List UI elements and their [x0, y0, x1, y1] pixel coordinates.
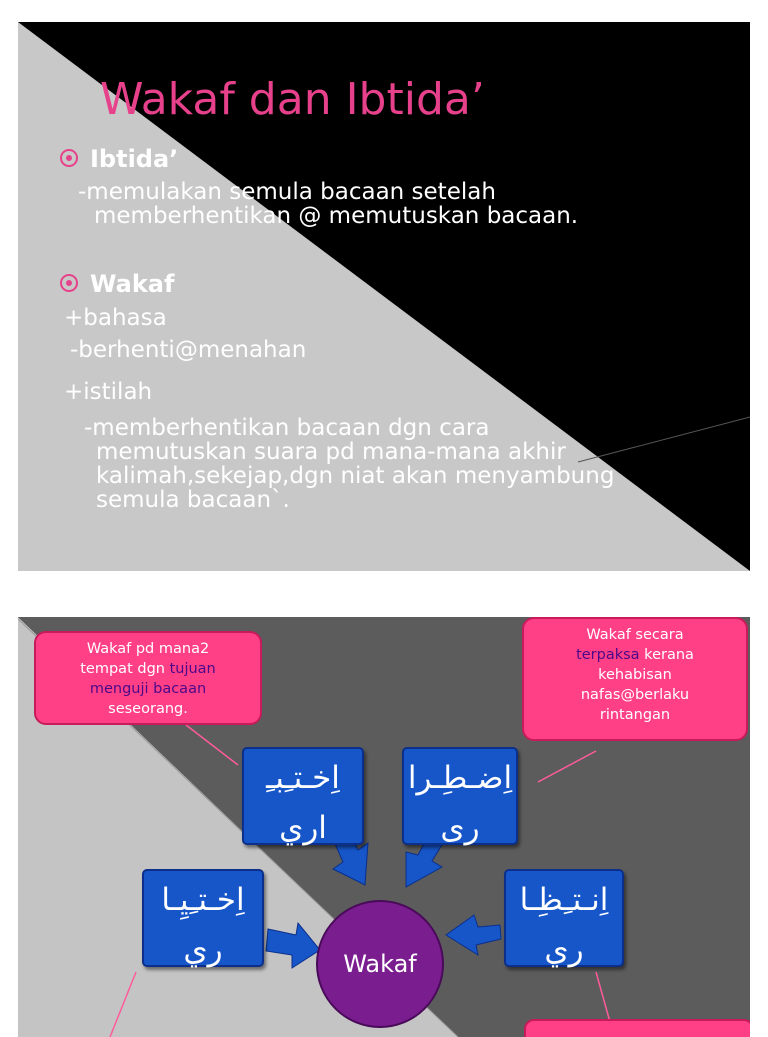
- box-idhtirari-line1: اِضـطِـرا: [407, 760, 513, 796]
- callout-left-highlight: tujuan: [169, 661, 216, 677]
- box-ikhtibari-line2: اري: [279, 810, 327, 846]
- callout-right-line1: Wakaf secara: [586, 627, 684, 643]
- ibtida-definition-line2: memberhentikan @ memutuskan bacaan.: [94, 203, 579, 229]
- slide1-title: Wakaf dan Ibtida’: [100, 74, 485, 125]
- box-intizari-line2: ري: [544, 932, 584, 968]
- wakaf-istilah-line1: -memberhentikan bacaan dgn cara: [84, 415, 490, 441]
- ibtida-definition-line1: -memulakan semula bacaan setelah: [78, 179, 496, 205]
- box-ikhtiyari-line1: اِخـتـِيِـا: [161, 882, 245, 918]
- wakaf-bahasa-definition: -berhenti@menahan: [70, 337, 307, 363]
- wakaf-istilah-line2: memutuskan suara pd mana-mana akhir: [96, 439, 566, 465]
- callout-left-line4: seseorang.: [108, 701, 188, 717]
- box-intizari-line1: اِنـتـِظِـا: [519, 882, 609, 918]
- box-intizari: [504, 869, 624, 967]
- box-ikhtibari-line1: اِخـتـِبـِ: [266, 760, 340, 796]
- callout-intizari-partial: [524, 1019, 750, 1037]
- callout-right-line2: [524, 645, 746, 665]
- bullet-wakaf-label: Wakaf: [90, 270, 175, 298]
- wakaf-istilah-line4: semula bacaan`.: [96, 487, 290, 513]
- callout-left-line2-text: tempat dgn: [80, 661, 170, 677]
- slide-ibtida-wakaf: [18, 22, 750, 571]
- box-idhtirari: [402, 747, 518, 845]
- bullet-ibtida-label: Ibtida’: [90, 145, 179, 173]
- callout-wakaf-ikhtibari: [34, 631, 262, 725]
- box-idhtirari-line2: ری: [440, 810, 480, 846]
- bullet-wakaf: [60, 270, 174, 298]
- box-ikhtiyari: [142, 869, 264, 967]
- bullet-circle-icon: [60, 149, 78, 167]
- callout-left-line3: menguji bacaan: [89, 681, 207, 697]
- callout-right-line5: rintangan: [599, 707, 671, 723]
- callout-left-line2: [36, 659, 260, 679]
- box-ikhtiyari-line2: ري: [183, 932, 223, 968]
- callout-right-line4: nafas@berlaku: [580, 687, 690, 703]
- callout-right-highlight: terpaksa: [576, 647, 640, 663]
- slide-jenis-wakaf: [18, 617, 750, 1037]
- center-circle-wakaf: Wakaf: [316, 900, 444, 1028]
- box-ikhtibari: [242, 747, 364, 845]
- wakaf-bahasa-label: +bahasa: [64, 305, 167, 331]
- callout-wakaf-idhtirari: [522, 617, 748, 741]
- callout-left-line1: Wakaf pd mana2: [86, 641, 210, 657]
- wakaf-istilah-line3: kalimah,sekejap,dgn niat akan menyambung: [96, 463, 615, 489]
- callout-right-line3: kehabisan: [598, 667, 672, 683]
- callout-right-line2-text: kerana: [639, 647, 694, 663]
- wakaf-istilah-label: +istilah: [64, 379, 153, 405]
- bullet-ibtida: [60, 145, 178, 173]
- bullet-circle-icon: [60, 274, 78, 292]
